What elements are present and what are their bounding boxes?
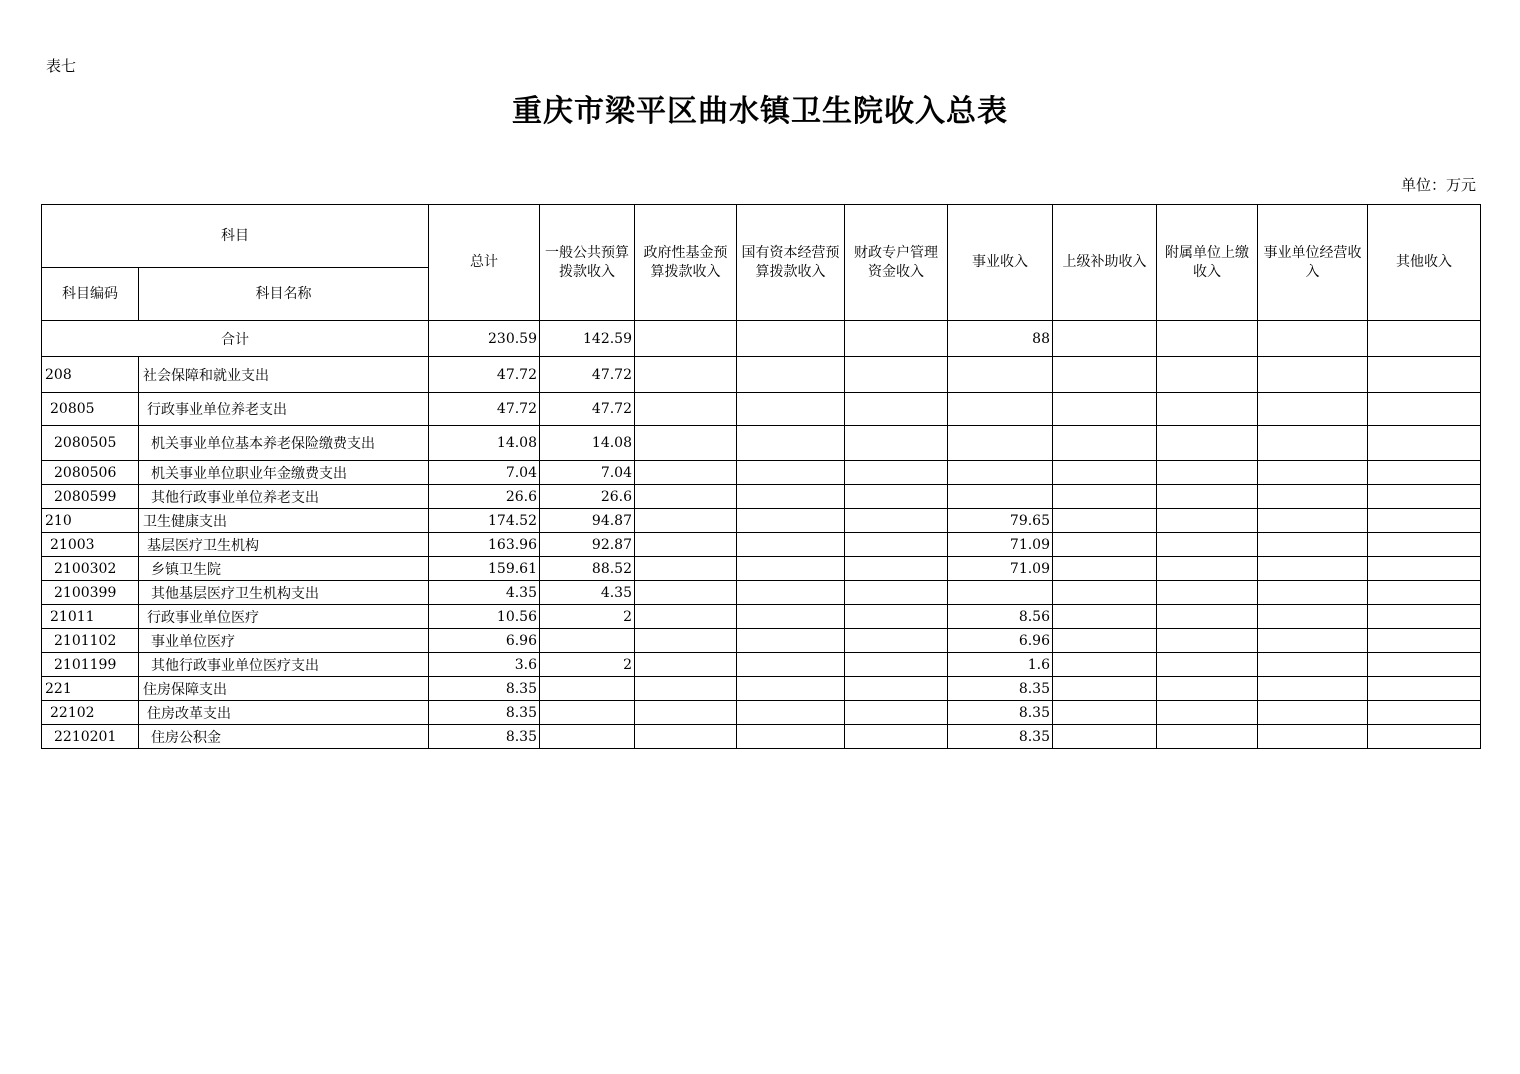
total-state-capital — [737, 321, 845, 357]
row-general-budget — [540, 725, 635, 749]
unit-label: 单位：万元 — [1400, 176, 1476, 194]
row-name: 乡镇卫生院 — [139, 557, 429, 581]
row-total: 4.35 — [429, 581, 540, 605]
header-total: 总计 — [429, 205, 540, 321]
row-general-budget — [540, 701, 635, 725]
row-general-budget: 88.52 — [540, 557, 635, 581]
header-name: 科目名称 — [139, 268, 429, 321]
row-business-income: 8.35 — [948, 677, 1053, 701]
row-business-income — [948, 461, 1053, 485]
row-total: 10.56 — [429, 605, 540, 629]
row-total: 8.35 — [429, 677, 540, 701]
row-name: 住房公积金 — [139, 725, 429, 749]
total-label: 合计 — [42, 321, 429, 357]
total-general-budget: 142.59 — [540, 321, 635, 357]
total-government-fund — [635, 321, 737, 357]
row-business-income — [948, 357, 1053, 393]
total-affiliated-payment — [1157, 321, 1258, 357]
row-business-income: 8.56 — [948, 605, 1053, 629]
total-total: 230.59 — [429, 321, 540, 357]
total-other-income — [1368, 321, 1481, 357]
header-subject: 科目 — [42, 205, 429, 268]
row-name: 行政事业单位医疗 — [139, 605, 429, 629]
row-code: 2100399 — [42, 581, 139, 605]
header-general-budget: 一般公共预算拨款收入 — [540, 205, 635, 321]
table-row — [42, 701, 1481, 725]
row-business-income: 1.6 — [948, 653, 1053, 677]
row-name: 其他行政事业单位养老支出 — [139, 485, 429, 509]
table-row — [42, 653, 1481, 677]
row-total: 8.35 — [429, 701, 540, 725]
row-total: 7.04 — [429, 461, 540, 485]
table-row — [42, 393, 1481, 426]
row-code: 20805 — [42, 393, 139, 426]
table-number-label: 表七 — [46, 57, 77, 75]
total-special-account — [845, 321, 948, 357]
row-name: 其他行政事业单位医疗支出 — [139, 653, 429, 677]
table-row — [42, 557, 1481, 581]
row-code: 221 — [42, 677, 139, 701]
row-business-income: 8.35 — [948, 725, 1053, 749]
header-state-capital: 国有资本经营预算拨款收入 — [737, 205, 845, 321]
table-row — [42, 629, 1481, 653]
row-name: 行政事业单位养老支出 — [139, 393, 429, 426]
header-government-fund: 政府性基金预算拨款收入 — [635, 205, 737, 321]
table-row — [42, 605, 1481, 629]
row-code: 22102 — [42, 701, 139, 725]
row-code: 2080599 — [42, 485, 139, 509]
row-name: 卫生健康支出 — [139, 509, 429, 533]
row-business-income: 71.09 — [948, 557, 1053, 581]
header-special-account: 财政专户管理资金收入 — [845, 205, 948, 321]
row-total: 47.72 — [429, 393, 540, 426]
row-name: 住房改革支出 — [139, 701, 429, 725]
row-general-budget: 94.87 — [540, 509, 635, 533]
row-name: 基层医疗卫生机构 — [139, 533, 429, 557]
total-superior-subsidy — [1053, 321, 1157, 357]
total-business-income: 88 — [948, 321, 1053, 357]
row-name: 事业单位医疗 — [139, 629, 429, 653]
row-business-income — [948, 581, 1053, 605]
total-row — [42, 321, 1481, 357]
row-code: 2100302 — [42, 557, 139, 581]
row-general-budget: 47.72 — [540, 393, 635, 426]
row-name: 其他基层医疗卫生机构支出 — [139, 581, 429, 605]
row-general-budget: 2 — [540, 653, 635, 677]
table-row — [42, 677, 1481, 701]
row-code: 210 — [42, 509, 139, 533]
header-code: 科目编码 — [42, 268, 139, 321]
row-business-income — [948, 485, 1053, 509]
row-total: 26.6 — [429, 485, 540, 509]
table-row — [42, 357, 1481, 393]
row-general-budget: 26.6 — [540, 485, 635, 509]
row-business-income: 79.65 — [948, 509, 1053, 533]
row-total: 174.52 — [429, 509, 540, 533]
row-total: 163.96 — [429, 533, 540, 557]
row-business-income — [948, 426, 1053, 461]
row-business-income: 6.96 — [948, 629, 1053, 653]
header-affiliated-payment: 附属单位上缴收入 — [1157, 205, 1258, 321]
row-total: 159.61 — [429, 557, 540, 581]
row-code: 21011 — [42, 605, 139, 629]
row-business-income: 8.35 — [948, 701, 1053, 725]
table-row — [42, 533, 1481, 557]
row-general-budget: 7.04 — [540, 461, 635, 485]
row-total: 47.72 — [429, 357, 540, 393]
total-operating-income — [1258, 321, 1368, 357]
row-code: 2080506 — [42, 461, 139, 485]
header-other-income: 其他收入 — [1368, 205, 1481, 321]
row-total: 8.35 — [429, 725, 540, 749]
row-general-budget: 2 — [540, 605, 635, 629]
row-code: 2101199 — [42, 653, 139, 677]
row-code: 2210201 — [42, 725, 139, 749]
table-row — [42, 581, 1481, 605]
header-operating-income: 事业单位经营收入 — [1258, 205, 1368, 321]
table-row — [42, 485, 1481, 509]
row-general-budget — [540, 629, 635, 653]
table-row — [42, 426, 1481, 461]
table-row — [42, 725, 1481, 749]
table-row — [42, 509, 1481, 533]
row-name: 住房保障支出 — [139, 677, 429, 701]
row-general-budget: 14.08 — [540, 426, 635, 461]
table-row — [42, 461, 1481, 485]
row-general-budget: 92.87 — [540, 533, 635, 557]
row-name: 机关事业单位职业年金缴费支出 — [139, 461, 429, 485]
row-code: 2101102 — [42, 629, 139, 653]
income-summary-table — [41, 204, 1481, 749]
row-general-budget — [540, 677, 635, 701]
row-code: 21003 — [42, 533, 139, 557]
row-total: 3.6 — [429, 653, 540, 677]
row-name: 机关事业单位基本养老保险缴费支出 — [139, 426, 429, 461]
row-total: 14.08 — [429, 426, 540, 461]
header-business-income: 事业收入 — [948, 205, 1053, 321]
row-code: 208 — [42, 357, 139, 393]
row-general-budget: 47.72 — [540, 357, 635, 393]
row-name: 社会保障和就业支出 — [139, 357, 429, 393]
page-title: 重庆市梁平区曲水镇卫生院收入总表 — [512, 94, 1008, 129]
row-business-income: 71.09 — [948, 533, 1053, 557]
row-general-budget: 4.35 — [540, 581, 635, 605]
row-business-income — [948, 393, 1053, 426]
row-total: 6.96 — [429, 629, 540, 653]
row-code: 2080505 — [42, 426, 139, 461]
header-superior-subsidy: 上级补助收入 — [1053, 205, 1157, 321]
